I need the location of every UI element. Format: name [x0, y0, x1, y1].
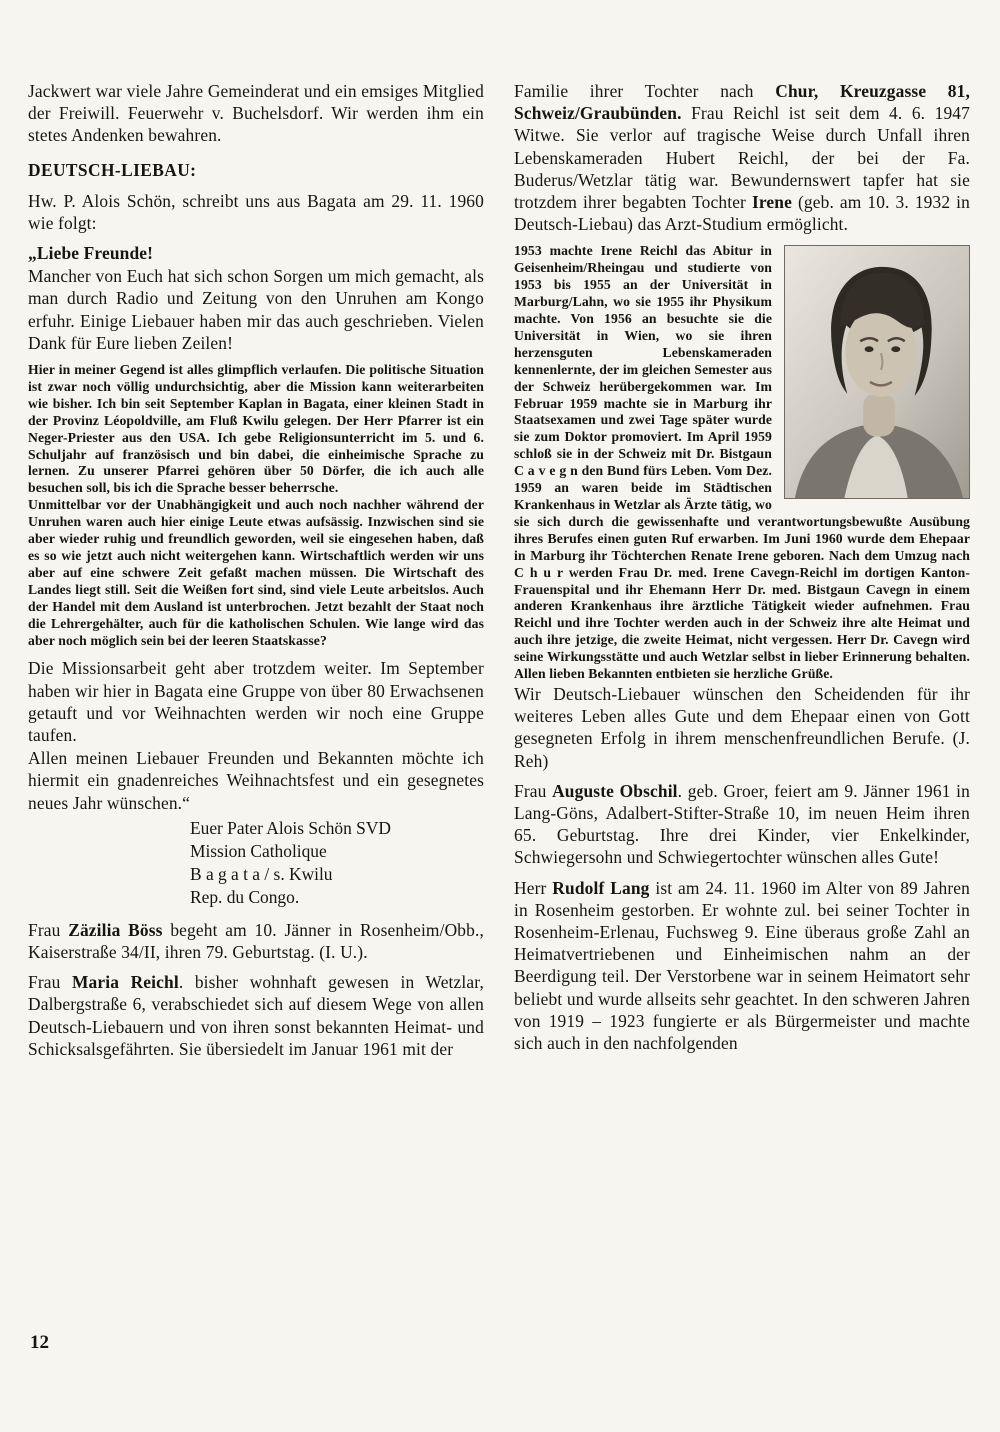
column-layout: [28, 80, 970, 1061]
text-run: Die Missionsarbeit geht aber trotzdem weiter. Im September haben wir hier in Bagata eine Gruppe von über 80 Erwachsenen getauft und vor Weihnachten werden wir noch eine Gruppe taufen.: [28, 658, 484, 746]
portrait-photo: [784, 245, 970, 499]
text-run: Frau: [514, 780, 553, 801]
paragraph: [514, 877, 970, 1055]
emphasized-name: Zäzilia Böss: [68, 919, 163, 940]
text-run: Allen meinen Liebauer Freunden und Bekannten möchte ich hiermit ein gnadenreiches Weihnachtsfest und ein gesegnetes neues Jahr wünschen.“: [28, 748, 484, 813]
text-run: Unmittelbar vor der Unabhängigkeit und auch noch nachher während der Unruhen waren auch hier einige Leute etwas aufsässig. Inzwischen sind sie aber wieder ruhig und freundlich geworden, weil sie eingesehen haben, daß es so wie jetzt auch nicht weitergehen kann. Wirtschaftlich werden wir uns aber auf eine schwere Zeit gefaßt machen müssen. Die Wirtschaft des Landes liegt still. Seit die Weißen fort sind, sind viele Leute arbeitslos. Auch der Handel mit dem Ausland ist unterbrochen. Jetzt bezahlt der Staat noch die Lehrergehälter, auch für die katholischen Schulen. Wie lange wird das aber noch möglich sein bei der leeren Staatskasse?: [28, 497, 484, 648]
emphasized-name: Auguste Obschil: [552, 780, 678, 801]
emphasized-name: Maria Reichl: [71, 972, 179, 993]
text-run: (geb. am 10. 3. 1932 in Deutsch-Liebau) das Arzt-Studium ermöglicht.: [514, 192, 970, 235]
small-print-paragraph: [514, 243, 970, 683]
text-run: Hier in meiner Gegend ist alles glimpflich verlaufen. Die politische Situation ist zwar noch völlig undurchsichtig, aber die Mission kann weiterarbeiten wie bisher. Ich bin seit September Kaplan in Bagata, einer kleinen Stadt in der Provinz Léopoldville, am Fluß Kwilu gelegen. Der Herr Pfarrer ist ein Neger-Priester aus den USA. Ich gebe Religionsunterricht im 5. und 6. Schuljahr auf französisch und bin dabei, die einheimische Sprache zu lernen. Zu unserer Pfarrei gehören über 50 Dörfer, die ich auch alle besuchen soll, bis ich die Sprache besser beherrsche.: [28, 362, 484, 496]
text-run: Frau: [28, 972, 72, 993]
section-heading: DEUTSCH-LIEBAU:: [28, 159, 197, 180]
left-column: [28, 80, 484, 1061]
signature-line: Euer Pater Alois Schön SVD: [190, 817, 391, 838]
emphasized-name: Renate Irene: [690, 547, 769, 563]
text-run: begeht am 10. Jänner in Rosenheim/Obb., Kaiserstraße 34/II, ihren 79. Geburtstag. (I. U.).: [28, 919, 484, 963]
text-run: 1953 machte Irene Reichl das Abitur in Geisenheim/Rheingau und studierte von 1953 bis 1955 an der Universität in Marburg/Lahn, wo sie 1955 ihr Physikum machte. Von 1956 an besuchte sie die Universität in Wien, wo sie ihren herzensguten Lebenskameraden kennenlernte, der im gleichen Semester aus der Schweiz herübergekommen war. Im Februar 1959 machte sie in Marburg ihr Staatsexamen und zwei Tage später wurde sie zum Doktor promoviert. Im April 1959 schloß sie in der Schweiz mit Dr. Bistgaun C a v e g n den Bund fürs Leben. Vom Dez. 1959 an waren beide im Städtischen Krankenhaus in Wetzlar als Ärzte tätig, wo sie sich durch die gewissenhafte und verantwortungsbewußte Ausübung ihres Berufes einen guten Ruf erwarben. Im Juni 1960 wurde dem Ehepaar in Marburg ihr Töchterchen: [514, 243, 970, 563]
emphasized-name: Chur, Kreuzgasse 81, Schweiz/Graubünden.: [514, 81, 970, 124]
text-run: Frau Reichl ist seit dem 4. 6. 1947 Witwe. Sie verlor auf tragische Weise durch Unfall ihren Lebenskameraden Hubert Reichl, der bei der Fa. Buderus/Wetzlar tätig war. Bewundernswert tapfer hat sie trotzdem ihrer begabten Tochter: [514, 103, 970, 213]
text-run: Frau: [28, 919, 69, 940]
paragraph: [28, 747, 484, 814]
paragraph: [514, 683, 970, 772]
signature-block: [190, 817, 484, 909]
text-run: Familie ihrer Tochter nach: [514, 81, 776, 101]
text-run: geboren. Nach dem Umzug nach C h u r werden Frau: [514, 547, 970, 580]
paragraph: [28, 971, 484, 1060]
paragraph: [514, 80, 970, 235]
paragraph: [28, 190, 484, 234]
emphasized-name: Rudolf Lang: [552, 877, 650, 898]
paragraph: [28, 265, 484, 354]
small-print-paragraph: [28, 362, 484, 497]
paragraph: [28, 242, 484, 264]
text-run: Wir Deutsch-Liebauer wünschen den Scheidenden für ihr weiteres Leben alles Gute und dem Ehepaar einen von Gott gesegneten Erfolg in ihrem menschenfreundlichen Berufe. (J. Reh): [514, 683, 970, 771]
emphasized-name: Irene: [751, 192, 792, 213]
emphasized-name: Dr. med. Irene Cavegn-Reichl: [653, 564, 838, 580]
text-run: ist am 24. 11. 1960 im Alter von 89 Jahren in Rosenheim gestorben. Er wohnte zul. bei seiner Tochter in Rosenheim-Erlenau, Fuchsweg 9. Eine überaus große Zahl an Heimatvertriebenen und Einheimischen nahm an der Beerdigung teil. Der Verstorbene war in seinem Heimatort sehr beliebt und wurde allseits sehr geachtet. In den schweren Jahren von 1919 – 1923 fungierte er als Bürgermeister und machte sich auch in den nachfolgenden: [514, 877, 970, 1054]
signature-line: Rep. du Congo.: [190, 886, 300, 907]
text-run: . bisher wohnhaft gewesen in Wetzlar, Dalbergstraße 6, verabschiedet sich auf diesem Wege von allen Deutsch-Liebauern und von ihren sonst bekannten Heimat- und Schicksalsgefährten. Sie übersiedelt im Januar 1961 mit der: [28, 972, 485, 1059]
text-run: Mancher von Euch hat sich schon Sorgen um mich gemacht, als man durch Radio und Zeitung von den Unruhen am Kongo erfuhr. Einige Liebauer haben mir das auch geschrieben. Vielen Dank für Eure lieben Zeilen!: [28, 266, 484, 353]
emphasized-name: „Liebe Freunde!: [28, 243, 154, 264]
right-column: [514, 80, 970, 1061]
paragraph: [28, 80, 484, 147]
paragraph: [28, 919, 484, 963]
paragraph: [28, 657, 484, 746]
page-number: 12: [30, 1332, 49, 1353]
signature-line: B a g a t a / s. Kwilu: [190, 863, 333, 884]
text-run: Hw. P. Alois Schön, schreibt uns aus Bagata am 29. 11. 1960 wie folgt:: [28, 190, 484, 233]
text-run: Jackwert war viele Jahre Gemeinderat und ein emsiges Mitglied der Freiwill. Feuerwehr v. Buchelsdorf. Wir werden ihm ein stetes Andenken bewahren.: [28, 81, 484, 146]
small-print-paragraph: [28, 497, 484, 649]
paragraph: [514, 780, 970, 869]
text-run: im dortigen Kanton-Frauenspital und ihr Ehemann Herr Dr. med. Bistgaun Cavegn in einem anderen Krankenhaus ihre ärztliche Tätigkeit wieder aufnehmen. Frau Reichl und ihre Tochter werden auch in der Schweiz ihre alte Heimat und auch ihre jetzige, die zweite Heimat, nicht vergessen. Herr Dr. Cavegn wird seine Wirkungsstätte und auch Wetzlar selbst in lieber Erinnerung behalten. Allen lieben Bekannten entbieten sie herzliche Grüße.: [514, 564, 970, 682]
text-run: Herr: [514, 877, 553, 898]
signature-line: Mission Catholique: [190, 840, 327, 861]
text-run: . geb. Groer, feiert am 9. Jänner 1961 in Lang-Göns, Adalbert-Stifter-Straße 10, im neuen Heim ihren 65. Geburtstag. Ihre drei Kinder, vier Enkelkinder, Schwiegersohn und Schwiegertochter wünschen alles Gute!: [514, 780, 970, 868]
